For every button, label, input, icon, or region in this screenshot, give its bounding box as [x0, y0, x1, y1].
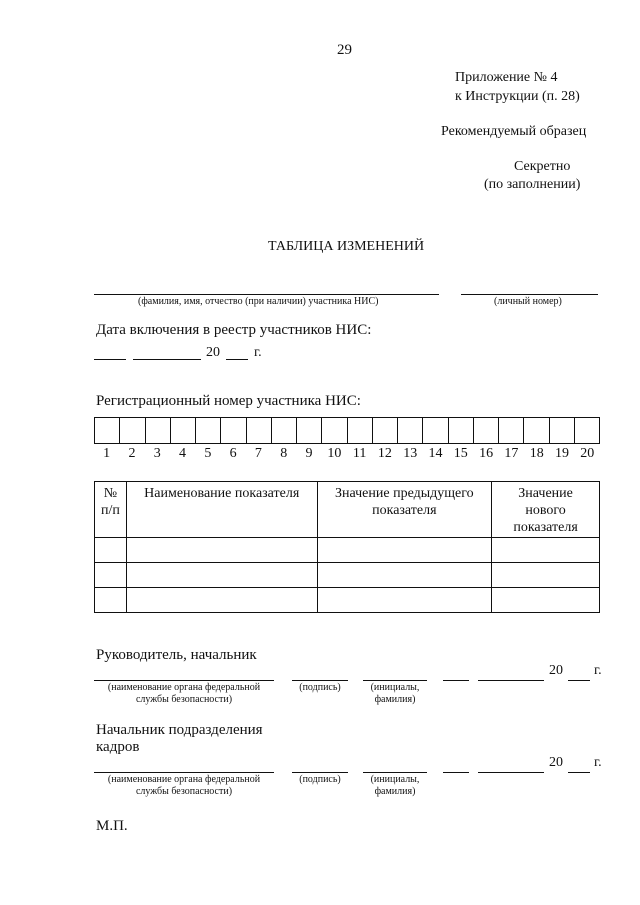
digit-index: 18: [529, 446, 544, 461]
signature1-sign-caption: (подпись): [299, 682, 341, 693]
signature1-year-suffix: г.: [594, 663, 602, 678]
col-header-indicator-name: Наименование показателя: [126, 482, 317, 538]
reg-digit-cell: [423, 418, 448, 443]
signature2-year-suffix: г.: [594, 755, 602, 770]
appendix-line1: Приложение № 4: [455, 70, 558, 85]
fio-caption: (фамилия, имя, отчество (при наличии) участника НИС): [138, 296, 379, 307]
signature1-year-prefix: 20: [549, 663, 563, 678]
signature2-year-prefix: 20: [549, 755, 563, 770]
digit-index: 12: [377, 446, 392, 461]
reg-digit-cell: [398, 418, 423, 443]
digit-index: 16: [479, 446, 494, 461]
stamp-place-label: М.П.: [96, 818, 128, 834]
digit-index: 8: [280, 446, 288, 461]
table-row: [95, 538, 600, 563]
page-number: 29: [337, 42, 352, 58]
table-row: [95, 588, 600, 613]
signature1-org-line: [94, 680, 274, 681]
digit-index: 2: [128, 446, 136, 461]
signature2-sign-line: [292, 772, 348, 773]
signature2-month-line: [478, 772, 544, 773]
digit-index: 17: [504, 446, 519, 461]
reg-digit-cell: [120, 418, 145, 443]
signature1-org-caption: (наименование органа федеральной службы безопасности): [107, 682, 261, 705]
reg-digit-cell: [373, 418, 398, 443]
registration-digit-numbers: [94, 446, 600, 462]
digit-index: 15: [453, 446, 468, 461]
digit-index: 20: [580, 446, 595, 461]
year-suffix: г.: [254, 345, 262, 360]
reg-digit-cell: [499, 418, 524, 443]
reg-digit-cell: [196, 418, 221, 443]
appendix-line2: к Инструкции (п. 28): [455, 89, 580, 104]
digit-index: 9: [305, 446, 313, 461]
digit-index: 1: [103, 446, 111, 461]
table-header-row: [95, 482, 600, 538]
col-header-number: № п/п: [95, 482, 127, 538]
digit-index: 5: [204, 446, 212, 461]
reg-digit-cell: [95, 418, 120, 443]
signature2-sign-caption: (подпись): [299, 774, 341, 785]
signature1-name-caption: (инициалы, фамилия): [370, 682, 420, 705]
signature1-sign-line: [292, 680, 348, 681]
reg-digit-cell: [221, 418, 246, 443]
reg-digit-cell: [272, 418, 297, 443]
signature1-year-line: [568, 680, 590, 681]
sample-label: Рекомендуемый образец: [441, 124, 587, 139]
reg-digit-cell: [247, 418, 272, 443]
signature2-name-line: [363, 772, 427, 773]
digit-index: 14: [428, 446, 443, 461]
signature1-month-line: [478, 680, 544, 681]
digit-index: 11: [352, 446, 367, 461]
reg-digit-cell: [524, 418, 549, 443]
month-line: [133, 359, 201, 360]
reg-digit-cell: [171, 418, 196, 443]
page-title: ТАБЛИЦА ИЗМЕНЕНИЙ: [268, 239, 425, 254]
col-header-new-value: Значение нового показателя: [492, 482, 600, 538]
personal-number-caption: (личный номер): [494, 296, 562, 307]
reg-digit-cell: [297, 418, 322, 443]
signature2-role-line2: кадров: [96, 739, 140, 755]
year-line: [226, 359, 248, 360]
reg-digit-cell: [146, 418, 171, 443]
signature1-day-line: [443, 680, 469, 681]
reg-digit-cell: [322, 418, 347, 443]
registration-label: Регистрационный номер участника НИС:: [96, 393, 361, 409]
signature1-role: Руководитель, начальник: [96, 647, 257, 663]
col-header-previous-value: Значение предыдущего показателя: [317, 482, 492, 538]
signature2-role-line1: Начальник подразделения: [96, 722, 263, 738]
registry-date-label: Дата включения в реестр участников НИС:: [96, 322, 372, 338]
signature1-name-line: [363, 680, 427, 681]
digit-index: 7: [254, 446, 262, 461]
table-row: [95, 563, 600, 588]
signature2-day-line: [443, 772, 469, 773]
digit-index: 6: [229, 446, 237, 461]
signature2-year-line: [568, 772, 590, 773]
personal-number-line: [461, 294, 598, 295]
reg-digit-cell: [550, 418, 575, 443]
digit-index: 3: [153, 446, 161, 461]
fio-line: [94, 294, 439, 295]
year-prefix: 20: [206, 345, 220, 360]
signature2-org-line: [94, 772, 274, 773]
day-line: [94, 359, 126, 360]
secret-note: (по заполнении): [484, 177, 581, 192]
reg-digit-cell: [474, 418, 499, 443]
signature2-org-caption: (наименование органа федеральной службы безопасности): [107, 774, 261, 797]
digit-index: 19: [554, 446, 569, 461]
signature2-name-caption: (инициалы, фамилия): [370, 774, 420, 797]
reg-digit-cell: [575, 418, 599, 443]
digit-index: 4: [179, 446, 187, 461]
registration-number-grid: [94, 417, 600, 444]
digit-index: 13: [403, 446, 418, 461]
digit-index: 10: [327, 446, 342, 461]
reg-digit-cell: [449, 418, 474, 443]
reg-digit-cell: [348, 418, 373, 443]
changes-table: [94, 481, 600, 613]
secret-label: Секретно: [514, 159, 571, 174]
